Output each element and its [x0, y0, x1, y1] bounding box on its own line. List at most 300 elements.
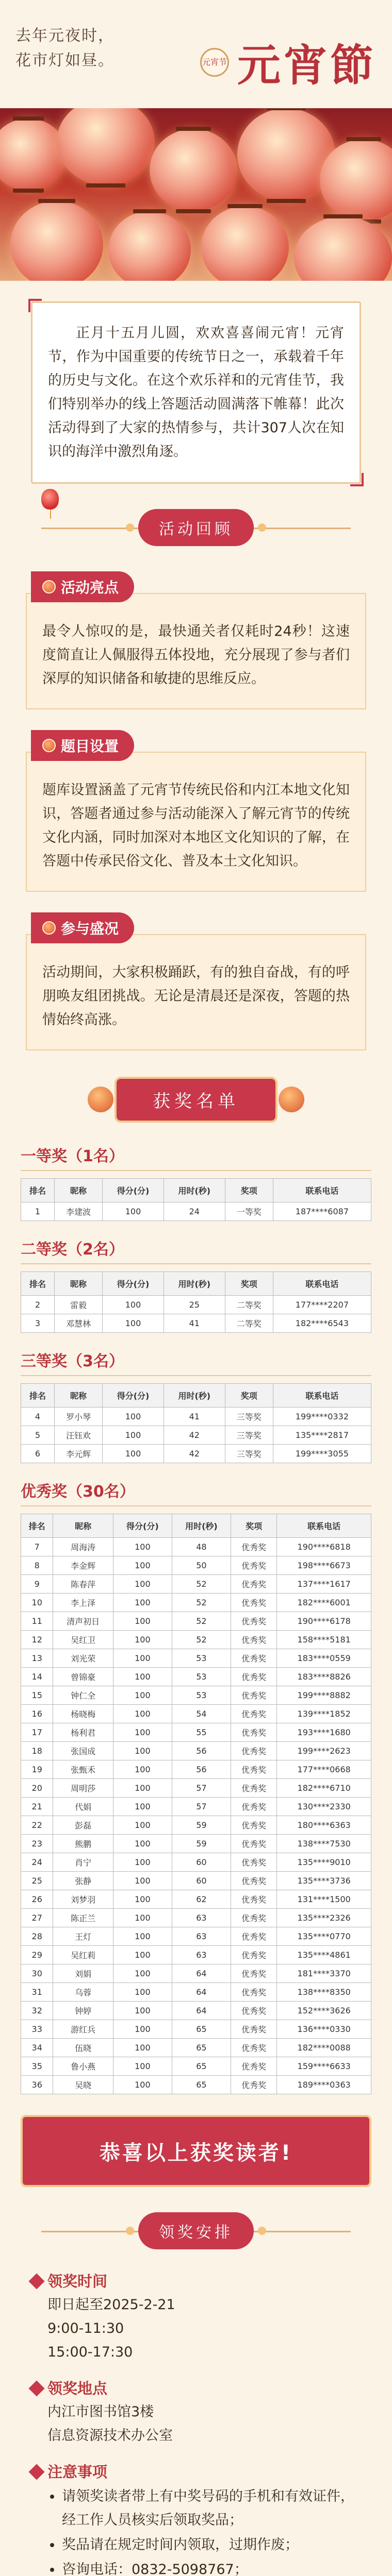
- banner-line: [253, 2231, 351, 2232]
- claim-time-line: 9:00-11:30: [47, 2320, 124, 2336]
- table-cell: 29: [21, 1946, 53, 1964]
- table-cell: 4: [21, 1408, 55, 1426]
- table-cell: 9: [21, 1575, 53, 1594]
- title-seal: 元宵节: [200, 48, 229, 77]
- table-cell: 131****1500: [277, 1890, 371, 1909]
- table-row: [21, 1872, 371, 1890]
- table-cell: 152****3626: [277, 2002, 371, 2020]
- table-cell: 100: [113, 2057, 172, 2076]
- table-row: [21, 1408, 371, 1426]
- section-box: [26, 593, 366, 709]
- table-cell: 李上泽: [53, 1594, 113, 1612]
- table-row: [21, 2076, 371, 2094]
- table-cell: 135****0770: [277, 1927, 371, 1946]
- section-tag-label: 活动亮点: [61, 579, 119, 596]
- table-header-cell: 用时(秒): [164, 1384, 225, 1408]
- table-cell: 60: [172, 1853, 231, 1872]
- claim-place-line: 内江市图书馆3楼: [47, 2404, 154, 2420]
- hero-image: [0, 108, 392, 281]
- table-cell: 26: [21, 1890, 53, 1909]
- table-cell: 23: [21, 1835, 53, 1853]
- table-cell: 135****3736: [277, 1872, 371, 1890]
- table-cell: 7: [21, 1538, 53, 1556]
- intro-card: [31, 301, 361, 484]
- lantern-icon: [42, 580, 56, 594]
- table-cell: 199****0332: [273, 1408, 371, 1426]
- table-cell: 雷毅: [55, 1296, 103, 1314]
- claim-notes-label: 注意事项: [47, 2463, 108, 2481]
- table-cell: 42: [164, 1445, 225, 1463]
- section-participation: [26, 912, 366, 1050]
- table-row: [21, 1705, 371, 1723]
- table-row: [21, 1314, 371, 1333]
- table-row: [21, 1946, 371, 1964]
- table-cell: 优秀奖: [231, 1927, 276, 1946]
- table-cell: 60: [172, 1872, 231, 1890]
- table-cell: 20: [21, 1779, 53, 1798]
- deco-row: [0, 484, 392, 504]
- table-cell: 182****6710: [277, 1779, 371, 1798]
- table-cell: 100: [103, 1202, 164, 1221]
- table-row: [21, 1723, 371, 1742]
- table-cell: 59: [172, 1835, 231, 1853]
- table-cell: 周明莎: [53, 1779, 113, 1798]
- winners-table: [21, 1178, 371, 1221]
- section-highlights: [26, 571, 366, 709]
- table-cell: 刘娟: [53, 1964, 113, 1983]
- table-header-cell: 联系电话: [273, 1384, 371, 1408]
- table-header-cell: 昵称: [55, 1179, 103, 1202]
- table-cell: 邓慧林: [55, 1314, 103, 1333]
- corner-decoration: [28, 299, 42, 312]
- table-cell: 肖宁: [53, 1853, 113, 1872]
- table-cell: 罗小琴: [55, 1408, 103, 1426]
- table-cell: 65: [172, 2057, 231, 2076]
- table-cell: 36: [21, 2076, 53, 2094]
- table-row: [21, 1668, 371, 1686]
- table-row: [21, 1909, 371, 1927]
- table-cell: 13: [21, 1649, 53, 1668]
- table-cell: 乌蓉: [53, 1983, 113, 2002]
- table-cell: 张静: [53, 1872, 113, 1890]
- table-cell: 一等奖: [225, 1202, 273, 1221]
- claim-notes-heading: [31, 2460, 361, 2484]
- table-cell: 193****1680: [277, 1723, 371, 1742]
- banner-line: [41, 528, 139, 529]
- section-banner-review: [0, 504, 392, 551]
- claim-note: • 请领奖读者带上有中奖号码的手机和有效证件，经工作人员核实后领取奖品；: [62, 2485, 361, 2532]
- table-cell: 三等奖: [225, 1426, 273, 1445]
- intro-text: 正月十五月儿圆，欢欢喜喜闹元宵！元宵节，作为中国重要的传统节日之一，承载着千年的历史与文化。在这个欢乐祥和的元宵佳节，我们特别举办的线上答题活动圆满落下帷幕！此次活动得到了大家的热情参与，共计307人次在知识的海洋中激烈角逐。: [48, 325, 344, 460]
- section-tag: [31, 571, 134, 602]
- table-cell: 31: [21, 1983, 53, 2002]
- table-cell: 刘光荣: [53, 1649, 113, 1668]
- banner-title: 活动回顾: [138, 509, 254, 546]
- section-box: [26, 934, 366, 1050]
- table-cell: 190****6178: [277, 1612, 371, 1631]
- table-cell: 李建波: [55, 1202, 103, 1221]
- table-row: [21, 1853, 371, 1872]
- table-cell: 130****2330: [277, 1798, 371, 1816]
- table-cell: 183****0559: [277, 1649, 371, 1668]
- table-cell: 138****8350: [277, 1983, 371, 2002]
- section-questions: [26, 730, 366, 892]
- table-row: [21, 1426, 371, 1445]
- table-cell: 钟婷: [53, 2002, 113, 2020]
- prize-title: 优秀奖（30名）: [21, 1479, 371, 1506]
- table-cell: 34: [21, 2039, 53, 2057]
- table-cell: 张甄禾: [53, 1760, 113, 1779]
- table-cell: 杨晓梅: [53, 1705, 113, 1723]
- diamond-icon: [28, 2464, 44, 2480]
- table-row: [21, 1631, 371, 1649]
- table-cell: 100: [103, 1426, 164, 1445]
- claim-place-heading: [31, 2377, 361, 2400]
- table-cell: 100: [113, 2039, 172, 2057]
- table-row: [21, 1686, 371, 1705]
- table-cell: 100: [113, 1909, 172, 1927]
- table-cell: 钟仁全: [53, 1686, 113, 1705]
- table-cell: 135****9010: [277, 1853, 371, 1872]
- table-cell: 游红兵: [53, 2020, 113, 2039]
- table-cell: 199****8882: [277, 1686, 371, 1705]
- table-cell: 17: [21, 1723, 53, 1742]
- table-row: [21, 2039, 371, 2057]
- table-cell: 198****6673: [277, 1556, 371, 1575]
- table-header-cell: 得分(分): [103, 1272, 164, 1296]
- table-cell: 18: [21, 1742, 53, 1760]
- table-cell: 100: [103, 1296, 164, 1314]
- table-cell: 陈正兰: [53, 1909, 113, 1927]
- table-cell: 25: [21, 1872, 53, 1890]
- table-cell: 100: [113, 1723, 172, 1742]
- table-cell: 180****6363: [277, 1816, 371, 1835]
- table-cell: 11: [21, 1612, 53, 1631]
- table-header-cell: 用时(秒): [164, 1179, 225, 1202]
- table-cell: 42: [164, 1426, 225, 1445]
- lantern-icon: [42, 739, 56, 752]
- table-cell: 优秀奖: [231, 2020, 276, 2039]
- claim-note: • 奖品请在规定时间内领取，过期作废；: [62, 2533, 361, 2557]
- section-tag-label: 题目设置: [61, 738, 119, 755]
- winners-table: [21, 1272, 371, 1333]
- table-cell: 65: [172, 2076, 231, 2094]
- table-cell: 136****0330: [277, 2020, 371, 2039]
- table-cell: 190****6818: [277, 1538, 371, 1556]
- table-header-cell: 用时(秒): [164, 1272, 225, 1296]
- title-wrap: [200, 31, 377, 93]
- table-cell: 王灯: [53, 1927, 113, 1946]
- table-row: [21, 1538, 371, 1556]
- table-header-cell: 奖项: [231, 1514, 276, 1538]
- table-cell: 52: [172, 1594, 231, 1612]
- table-cell: 27: [21, 1909, 53, 1927]
- table-cell: 优秀奖: [231, 1853, 276, 1872]
- section-tag-label: 参与盛况: [61, 920, 119, 937]
- lantern-decoration: [57, 108, 155, 185]
- poem-line-2: 花市灯如昼。: [15, 52, 115, 70]
- table-cell: 35: [21, 2057, 53, 2076]
- table-cell: 53: [172, 1686, 231, 1705]
- lantern-icon: [88, 1087, 113, 1112]
- table-cell: 135****2326: [277, 1909, 371, 1927]
- lantern-decoration: [108, 211, 191, 281]
- table-cell: 100: [103, 1445, 164, 1463]
- table-row: [21, 2057, 371, 2076]
- table-cell: 优秀奖: [231, 1686, 276, 1705]
- table-cell: 李元辉: [55, 1445, 103, 1463]
- claim-time-heading: [31, 2269, 361, 2293]
- table-cell: 53: [172, 1668, 231, 1686]
- prize-section: [21, 1236, 371, 1333]
- table-cell: 100: [113, 1631, 172, 1649]
- table-row: [21, 1890, 371, 1909]
- table-cell: 10: [21, 1594, 53, 1612]
- table-cell: 32: [21, 2002, 53, 2020]
- table-header-cell: 昵称: [55, 1272, 103, 1296]
- table-cell: 100: [113, 1556, 172, 1575]
- table-cell: 41: [164, 1408, 225, 1426]
- table-row: [21, 1202, 371, 1221]
- table-row: [21, 1816, 371, 1835]
- table-cell: 彭磊: [53, 1816, 113, 1835]
- table-cell: 64: [172, 1983, 231, 2002]
- lantern-decoration: [0, 118, 67, 191]
- table-cell: 100: [113, 1983, 172, 2002]
- table-cell: 优秀奖: [231, 1538, 276, 1556]
- table-header-cell: 奖项: [225, 1179, 273, 1202]
- table-cell: 100: [113, 1649, 172, 1668]
- claim-time-value: [31, 2293, 361, 2364]
- table-cell: 100: [113, 1835, 172, 1853]
- table-row: [21, 1296, 371, 1314]
- prize-section: [21, 1479, 371, 2094]
- table-cell: 优秀奖: [231, 1556, 276, 1575]
- table-cell: 21: [21, 1798, 53, 1816]
- table-cell: 56: [172, 1742, 231, 1760]
- table-cell: 199****2623: [277, 1742, 371, 1760]
- table-cell: 陈春萍: [53, 1575, 113, 1594]
- table-cell: 182****6001: [277, 1594, 371, 1612]
- table-cell: 52: [172, 1631, 231, 1649]
- table-row: [21, 1983, 371, 2002]
- table-cell: 65: [172, 2039, 231, 2057]
- lantern-decoration: [201, 206, 289, 281]
- claim-place-label: 领奖地点: [47, 2380, 108, 2397]
- table-cell: 177****0668: [277, 1760, 371, 1779]
- table-cell: 100: [113, 2020, 172, 2039]
- table-cell: 100: [113, 2076, 172, 2094]
- table-row: [21, 2002, 371, 2020]
- table-row: [21, 1798, 371, 1816]
- table-cell: 优秀奖: [231, 1649, 276, 1668]
- claim-time-label: 领奖时间: [47, 2273, 108, 2290]
- table-cell: 熊鹏: [53, 1835, 113, 1853]
- table-cell: 59: [172, 1816, 231, 1835]
- table-cell: 53: [172, 1649, 231, 1668]
- winners-table: [21, 1383, 371, 1463]
- lantern-icon: [279, 1087, 304, 1112]
- table-cell: 54: [172, 1705, 231, 1723]
- table-cell: 64: [172, 1964, 231, 1983]
- table-header-cell: 奖项: [225, 1384, 273, 1408]
- table-cell: 100: [113, 1927, 172, 1946]
- table-cell: 12: [21, 1631, 53, 1649]
- table-cell: 100: [113, 1872, 172, 1890]
- table-cell: 24: [164, 1202, 225, 1221]
- winners-banner-title: 获奖名单: [117, 1079, 275, 1121]
- table-cell: 8: [21, 1556, 53, 1575]
- table-cell: 优秀奖: [231, 1594, 276, 1612]
- table-row: [21, 1835, 371, 1853]
- table-cell: 100: [103, 1314, 164, 1333]
- lantern-decoration: [150, 129, 237, 211]
- table-cell: 55: [172, 1723, 231, 1742]
- prize-section: [21, 1143, 371, 1221]
- table-cell: 199****3055: [273, 1445, 371, 1463]
- table-cell: 优秀奖: [231, 1909, 276, 1927]
- lantern-decoration: [10, 201, 103, 281]
- table-cell: 187****6087: [273, 1202, 371, 1221]
- section-text: 题库设置涵盖了元宵节传统民俗和内江本地文化知识，答题者通过参与活动能深入了解元宵节的传统文化内涵，同时加深对本地区文化知识的了解，在答题中传承民俗文化、普及本土文化知识。: [42, 782, 350, 869]
- table-header-cell: 排名: [21, 1514, 53, 1538]
- table-cell: 100: [113, 1816, 172, 1835]
- table-cell: 41: [164, 1314, 225, 1333]
- prize-list: [0, 1143, 392, 2094]
- table-cell: 33: [21, 2020, 53, 2039]
- table-header-cell: 得分(分): [103, 1179, 164, 1202]
- poem-line-1: 去年元夜时，: [15, 27, 115, 45]
- table-header-cell: 联系电话: [273, 1272, 371, 1296]
- table-cell: 优秀奖: [231, 1872, 276, 1890]
- table-cell: 62: [172, 1890, 231, 1909]
- table-cell: 优秀奖: [231, 1983, 276, 2002]
- table-cell: 优秀奖: [231, 1575, 276, 1594]
- table-cell: 100: [113, 2002, 172, 2020]
- section-box: [26, 752, 366, 892]
- table-cell: 63: [172, 1927, 231, 1946]
- diamond-icon: [28, 2380, 44, 2396]
- prize-title: 三等奖（3名）: [21, 1348, 371, 1376]
- table-cell: 三等奖: [225, 1445, 273, 1463]
- page-title: 元宵節: [237, 40, 377, 91]
- table-cell: 刘梦羽: [53, 1890, 113, 1909]
- table-cell: 优秀奖: [231, 1779, 276, 1798]
- claim-place-line: 信息资源技术办公室: [47, 2428, 173, 2444]
- table-cell: 鲁小燕: [53, 2057, 113, 2076]
- table-cell: 28: [21, 1927, 53, 1946]
- table-cell: 张国成: [53, 1742, 113, 1760]
- table-cell: 优秀奖: [231, 1964, 276, 1983]
- table-header-row: [21, 1384, 371, 1408]
- table-cell: 清声初日: [53, 1612, 113, 1631]
- table-row: [21, 1649, 371, 1668]
- table-cell: 优秀奖: [231, 1816, 276, 1835]
- table-cell: 吴晓: [53, 2076, 113, 2094]
- table-header-cell: 昵称: [53, 1514, 113, 1538]
- diamond-icon: [28, 2273, 44, 2289]
- claim-notes-list: [31, 2485, 361, 2576]
- table-cell: 6: [21, 1445, 55, 1463]
- table-cell: 181****3370: [277, 1964, 371, 1983]
- table-cell: 52: [172, 1612, 231, 1631]
- table-row: [21, 1556, 371, 1575]
- table-cell: 100: [113, 1798, 172, 1816]
- table-cell: 优秀奖: [231, 1890, 276, 1909]
- claim-time-line: 即日起至2025-2-21: [47, 2297, 175, 2313]
- lantern-decoration: [294, 216, 392, 281]
- table-cell: 优秀奖: [231, 2039, 276, 2057]
- table-cell: 135****4861: [277, 1946, 371, 1964]
- table-row: [21, 1927, 371, 1946]
- table-cell: 56: [172, 1760, 231, 1779]
- section-text: 活动期间，大家积极踊跃，有的独自奋战，有的呼朋唤友组团挑战。无论是清晨还是深夜，答题的热情始终高涨。: [42, 964, 350, 1028]
- congrats-banner: 恭喜以上获奖读者!: [21, 2115, 371, 2187]
- claim-info: [31, 2269, 361, 2576]
- table-header-row: [21, 1514, 371, 1538]
- table-cell: 182****0088: [277, 2039, 371, 2057]
- table-cell: 100: [113, 1779, 172, 1798]
- table-cell: 代娟: [53, 1798, 113, 1816]
- table-cell: 138****7530: [277, 1835, 371, 1853]
- table-cell: 曾锦豪: [53, 1668, 113, 1686]
- table-cell: 183****8826: [277, 1668, 371, 1686]
- table-cell: 137****1617: [277, 1575, 371, 1594]
- table-cell: 二等奖: [225, 1314, 273, 1333]
- table-cell: 周海涛: [53, 1538, 113, 1556]
- table-cell: 优秀奖: [231, 1631, 276, 1649]
- table-cell: 16: [21, 1705, 53, 1723]
- table-cell: 优秀奖: [231, 2057, 276, 2076]
- table-row: [21, 1445, 371, 1463]
- table-cell: 100: [113, 1853, 172, 1872]
- table-cell: 22: [21, 1816, 53, 1835]
- table-header-row: [21, 1179, 371, 1202]
- banner-title: 领奖安排: [138, 2212, 254, 2249]
- table-header-cell: 排名: [21, 1179, 55, 1202]
- table-cell: 50: [172, 1556, 231, 1575]
- table-cell: 30: [21, 1964, 53, 1983]
- table-cell: 100: [113, 1668, 172, 1686]
- table-row: [21, 2020, 371, 2039]
- table-cell: 182****6543: [273, 1314, 371, 1333]
- table-cell: 159****6633: [277, 2057, 371, 2076]
- table-cell: 优秀奖: [231, 1723, 276, 1742]
- table-cell: 汪钰欢: [55, 1426, 103, 1445]
- table-cell: 优秀奖: [231, 1668, 276, 1686]
- table-header-cell: 得分(分): [103, 1384, 164, 1408]
- table-cell: 二等奖: [225, 1296, 273, 1314]
- table-cell: 158****5181: [277, 1631, 371, 1649]
- table-cell: 100: [103, 1408, 164, 1426]
- table-cell: 100: [113, 1760, 172, 1779]
- table-cell: 139****1852: [277, 1705, 371, 1723]
- table-cell: 65: [172, 2020, 231, 2039]
- table-cell: 100: [113, 1612, 172, 1631]
- table-cell: 189****0363: [277, 2076, 371, 2094]
- lantern-icon: [42, 921, 56, 935]
- table-cell: 64: [172, 2002, 231, 2020]
- table-cell: 48: [172, 1538, 231, 1556]
- table-cell: 100: [113, 1890, 172, 1909]
- table-cell: 57: [172, 1798, 231, 1816]
- table-cell: 100: [113, 1964, 172, 1983]
- table-cell: 15: [21, 1686, 53, 1705]
- table-cell: 25: [164, 1296, 225, 1314]
- section-tag: [31, 912, 134, 943]
- table-header-cell: 联系电话: [277, 1514, 371, 1538]
- banner-line: [41, 2231, 139, 2232]
